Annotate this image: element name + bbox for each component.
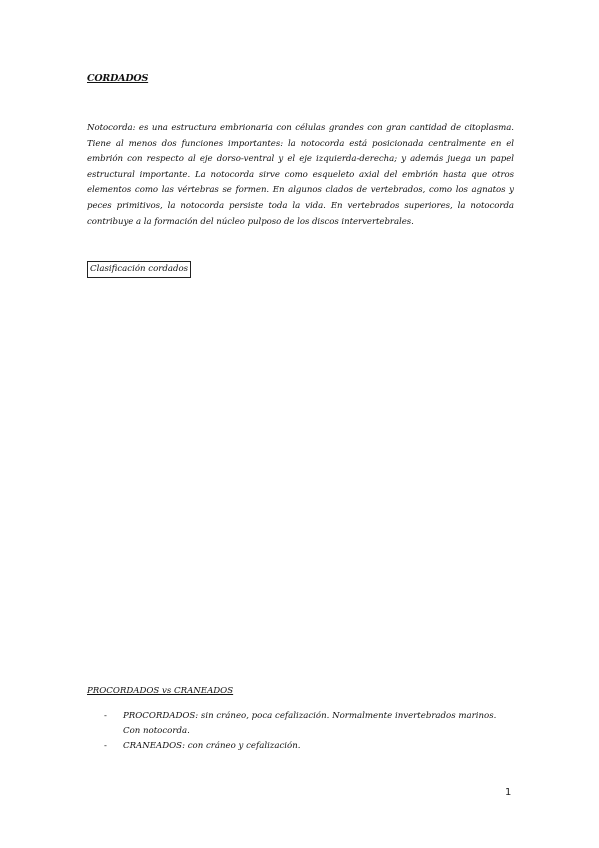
bullet-list <box>104 709 516 754</box>
list-item <box>104 739 516 754</box>
classification-box-label: Clasificación cordados <box>87 261 191 278</box>
section-heading: PROCORDADOS vs CRANEADOS <box>87 686 234 696</box>
notocorda-paragraph: Notocorda: es una estructura embrionaria con células grandes con gran cantidad de citoplasma. Tiene al menos dos funciones importantes: la notocorda está posicionada centralmente en el embrión con respecto al eje dorso-ventral y el eje izquierda-derecha; y además juega un papel estructural importante. La notocorda sirve como esqueleto axial del embrión hasta que otros elementos como las vértebras se formen. En algunos clados de vertebrados, como los agnatos y peces primitivos, la notocorda persiste toda la vida. En vertebrados superiores, la notocorda contribuye a la formación del núcleo pulposo de los discos intervertebrales. <box>87 123 514 227</box>
list-item <box>104 709 516 739</box>
page-number: 1 <box>505 787 512 798</box>
document-title: CORDADOS <box>87 73 149 84</box>
bullet-dash: - <box>104 741 107 751</box>
list-item-text: PROCORDADOS: sin cráneo, poca cefalización. Normalmente invertebrados marinos. Con notocorda. <box>123 711 497 736</box>
list-item-text: CRANEADOS: con cráneo y cefalización. <box>123 741 301 751</box>
bullet-dash: - <box>104 711 107 721</box>
